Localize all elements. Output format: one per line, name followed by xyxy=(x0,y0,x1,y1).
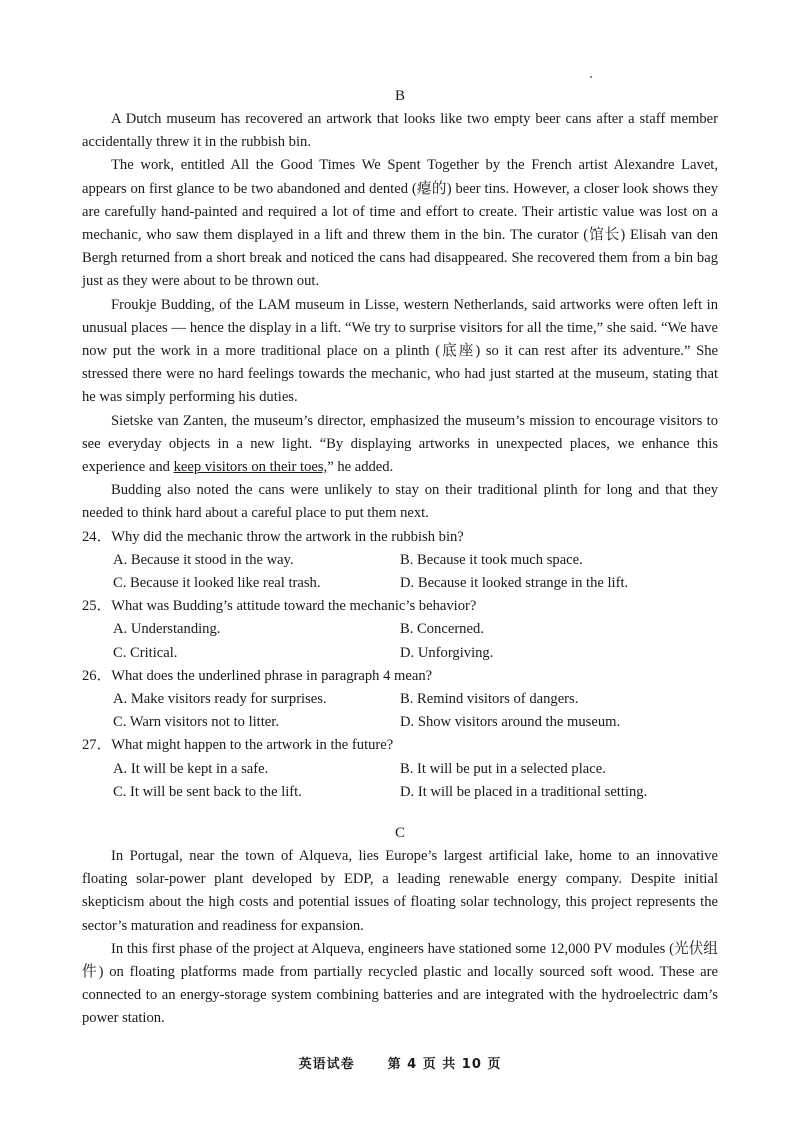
option-a: A. It will be kept in a safe. xyxy=(113,760,269,777)
question-26 xyxy=(82,665,718,735)
paragraph-2: The work, entitled All the Good Times We Spent Together by the French artist Alexandre Lavet, appears on first glance to be two abandoned and dented (瘪的) beer tins. However, a closer look shows they are carefully hand-painted and required a lot of time and effort to create. Their artistic value was lost on a mechanic, who saw them displayed in a lift and threw them in the bin. The curator (馆长) Elisah van den Bergh returned from a short break and noticed the cans had disappeared. She recovered them from a bin bag just as they were about to be thrown out. xyxy=(82,157,718,290)
footer-page-info: 第 4 页 共 10 页 xyxy=(387,1057,502,1072)
option-c: C. It will be sent back to the lift. xyxy=(113,783,302,800)
option-a: A. Make visitors ready for surprises. xyxy=(113,691,327,708)
question-stem: 24．Why did the mechanic throw the artwork in the rubbish bin? xyxy=(82,528,464,545)
options xyxy=(82,688,718,734)
option-c: C. Because it looked like real trash. xyxy=(113,575,321,592)
option-d: D. Because it looked strange in the lift. xyxy=(400,575,629,592)
paragraph-4-end: ” he added. xyxy=(327,459,394,476)
option-a: A. Understanding. xyxy=(113,621,221,638)
option-d: D. It will be placed in a traditional setting. xyxy=(400,783,648,800)
paragraph-c-2: In this first phase of the project at Alqueva, engineers have stationed some 12,000 PV modules (光伏组件) on floating platforms made from partially recycled plastic and locally sourced soft wood. These are connected to an energy-storage system combining batteries and are integrated with the hydroelectric dam’s power station. xyxy=(82,940,718,1027)
section-c-heading: C xyxy=(394,825,405,841)
section-b-heading: B xyxy=(394,88,405,104)
paragraph-4 xyxy=(82,410,718,480)
question-list xyxy=(82,526,718,804)
paragraph-4-text: Sietske van Zanten, the museum’s director, emphasized the museum’s mission to encourage visitors to see everyday objects in a new light. “By displaying artworks in unexpected places, we enhance this experience and xyxy=(82,412,718,476)
paragraph-3: Froukje Budding, of the LAM museum in Lisse, western Netherlands, said artworks were often left in unusual places — hence the display in a lift. “We try to surprise visitors for all the time,” she said. “We have now put the work in a more traditional place on a plinth (底座) so it can rest after its adventure.” She stressed there were no hard feelings towards the mechanic, who had just started at the museum, stating that he was simply performing his duties. xyxy=(82,296,718,406)
question-stem: 25．What was Budding’s attitude toward the mechanic’s behavior? xyxy=(82,598,477,615)
paragraph-1: A Dutch museum has recovered an artwork that looks like two empty beer cans after a staff member accidentally threw it in the rubbish bin. xyxy=(82,111,718,151)
option-b: B. Because it took much space. xyxy=(400,551,583,568)
option-c: C. Critical. xyxy=(113,644,178,661)
page-footer xyxy=(0,1053,800,1072)
question-stem: 27．What might happen to the artwork in the future? xyxy=(82,737,394,754)
section-c-passage xyxy=(82,845,718,1031)
question-stem: 26．What does the underlined phrase in paragraph 4 mean? xyxy=(82,667,433,684)
options xyxy=(82,549,718,595)
options xyxy=(82,758,718,804)
section-b-passage xyxy=(82,108,718,804)
option-b: B. Remind visitors of dangers. xyxy=(400,691,579,708)
question-27 xyxy=(82,734,718,804)
question-25 xyxy=(82,595,718,665)
scan-speck xyxy=(590,76,592,78)
option-b: B. It will be put in a selected place. xyxy=(400,760,606,777)
paragraph-c-1: In Portugal, near the town of Alqueva, lies Europe’s largest artificial lake, home to an innovative floating solar-power plant developed by EDP, a leading renewable energy company. Despite initial skepticism about the high costs and potential issues of floating solar technology, this project represents the sector’s maturation and readiness for expansion. xyxy=(82,848,718,934)
footer-subject: 英语试卷 xyxy=(298,1057,355,1072)
question-24 xyxy=(82,526,718,596)
underlined-phrase: keep visitors on their toes, xyxy=(173,459,328,476)
paragraph-5: Budding also noted the cans were unlikely to stay on their traditional plinth for long and that they needed to think hard about a careful place to put them next. xyxy=(82,482,718,522)
option-c: C. Warn visitors not to litter. xyxy=(113,714,279,731)
option-d: D. Unforgiving. xyxy=(400,644,494,661)
options xyxy=(82,618,718,664)
option-a: A. Because it stood in the way. xyxy=(113,551,294,568)
option-b: B. Concerned. xyxy=(400,621,484,638)
option-d: D. Show visitors around the museum. xyxy=(400,714,621,731)
